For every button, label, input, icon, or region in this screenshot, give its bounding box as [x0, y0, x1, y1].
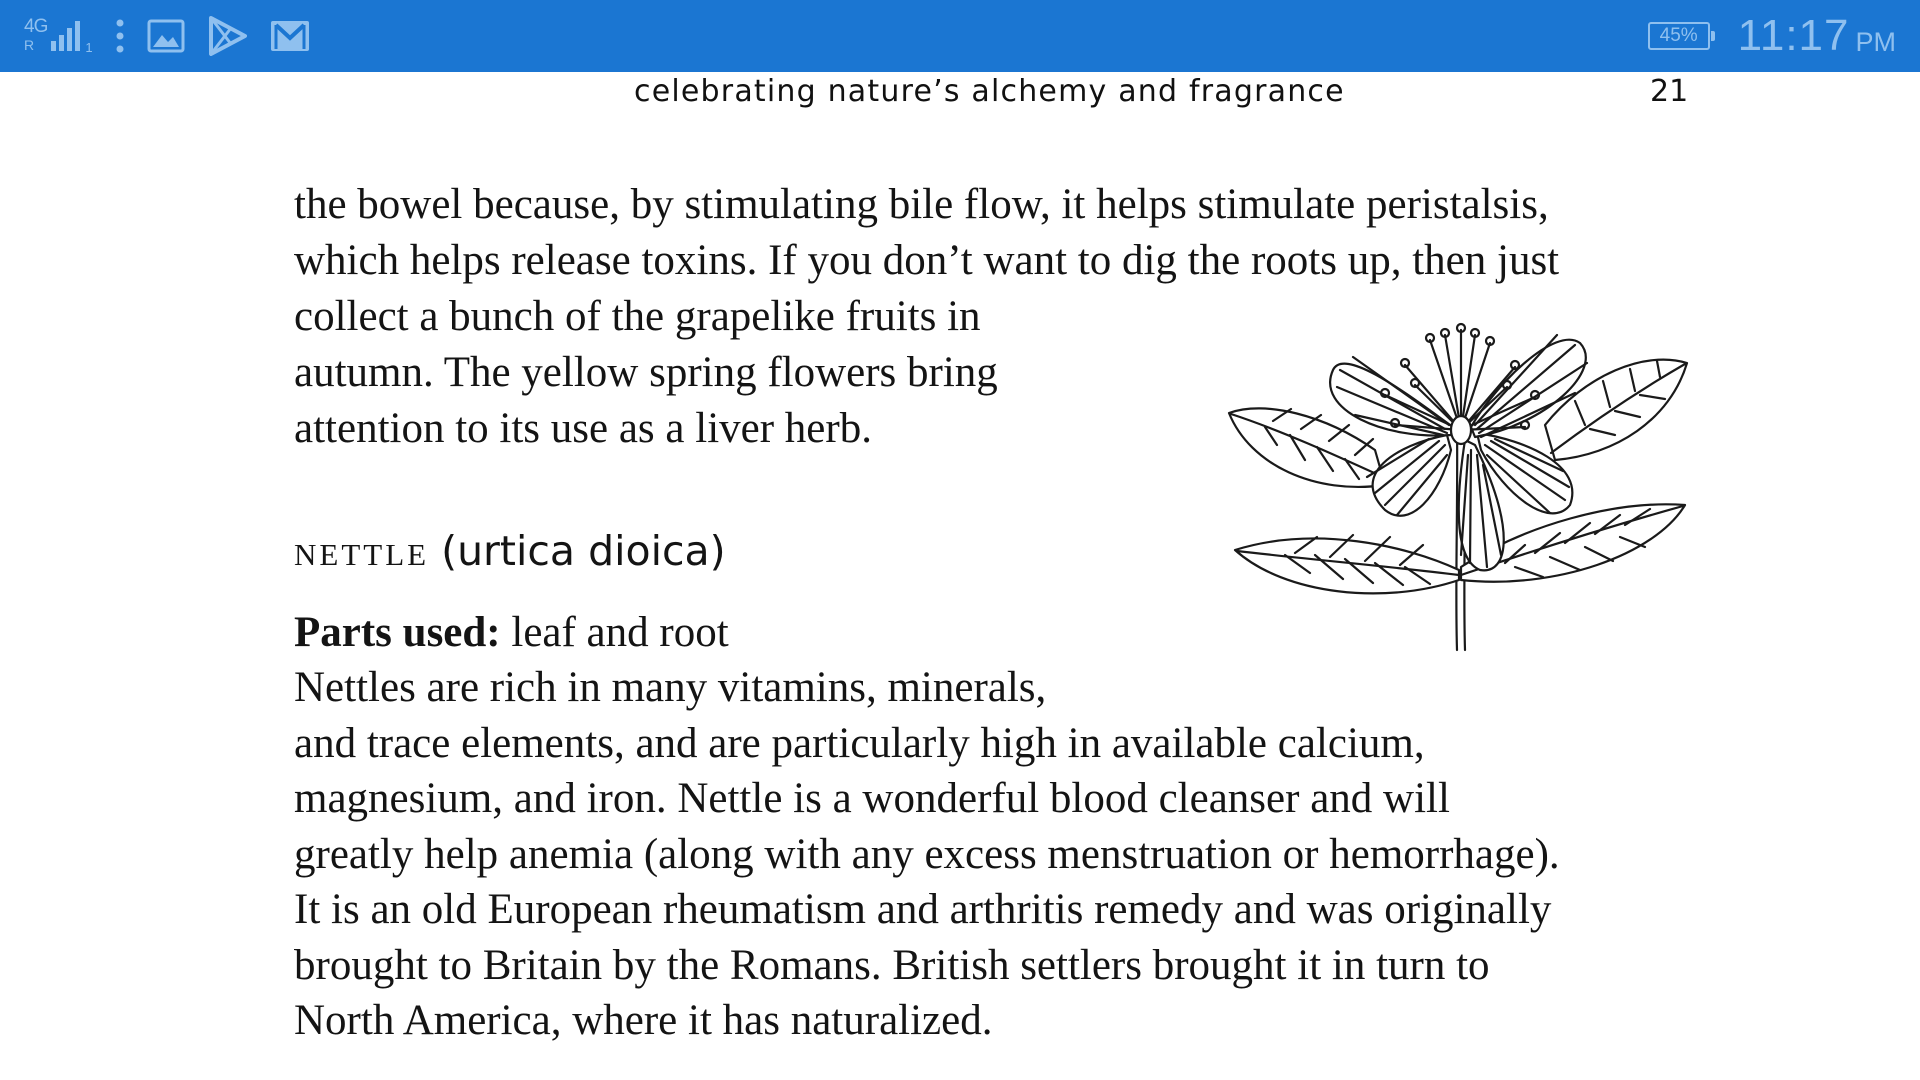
gallery-icon [147, 19, 185, 53]
page-number: 21 [1650, 74, 1689, 109]
status-bar-right [1648, 12, 1896, 60]
page-header [0, 72, 1920, 112]
body-line: It is an old European rheumatism and arthritis remedy and was originally [294, 886, 1552, 933]
body-line: brought to Britain by the Romans. British settlers brought it in turn to [294, 942, 1490, 989]
gmail-icon [269, 19, 311, 53]
body-line: North America, where it has naturalized. [294, 997, 993, 1044]
network-type [24, 18, 47, 54]
network-indicator [24, 18, 93, 55]
battery-percent: 45% [1659, 25, 1698, 46]
flower-illustration [1225, 305, 1690, 655]
sim-slot-label: 1 [85, 39, 93, 55]
running-head: celebrating nature’s alchemy and fragrance [634, 74, 1345, 109]
more-icon [115, 18, 125, 54]
parts-used-value: leaf and root [511, 609, 729, 656]
body-line: collect a bunch of the grapelike fruits in [294, 293, 981, 340]
battery-indicator [1648, 22, 1710, 50]
herb-heading [294, 527, 726, 575]
network-type-bottom: R [24, 37, 34, 53]
body-line: greatly help anemia (along with any excess menstruation or hemorrhage). [294, 831, 1560, 878]
clock-time: 11:17 [1737, 11, 1850, 60]
network-type-top: 4G [24, 16, 48, 37]
herb-latin-name: (urtica dioica) [441, 527, 726, 575]
body-line: the bowel because, by stimulating bile flow, it helps stimulate peristalsis, [294, 181, 1549, 228]
signal-icon [49, 21, 83, 51]
parts-used-label: Parts used: [294, 609, 501, 656]
clock-ampm: PM [1855, 26, 1896, 57]
body-line: Nettles are rich in many vitamins, minerals, [294, 664, 1047, 711]
status-bar-left [24, 12, 333, 60]
play-store-icon [207, 16, 247, 56]
status-bar [0, 0, 1920, 72]
body-line: and trace elements, and are particularly high in available calcium, [294, 720, 1425, 767]
body-line: attention to its use as a liver herb. [294, 405, 872, 452]
herb-name: NETTLE [294, 537, 430, 572]
body-line: magnesium, and iron. Nettle is a wonderful blood cleanser and will [294, 775, 1450, 822]
body-line: which helps release toxins. If you don’t want to dig the roots up, then just [294, 237, 1560, 284]
body-line: autumn. The yellow spring flowers bring [294, 349, 998, 396]
parts-used-line [294, 605, 729, 661]
